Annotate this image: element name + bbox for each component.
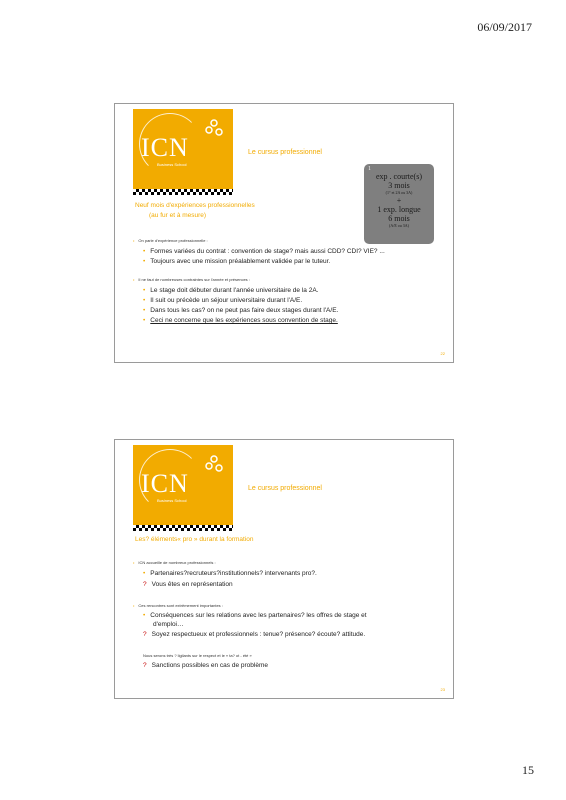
list-item: ? Soyez respectueux et professionnels : tenue? présence? écoute? attitude.: [143, 631, 366, 638]
bullet-heading-2: • Il ne faut de nombreuses contraintes sur l'année et présences :: [133, 277, 250, 282]
icn-logo: [133, 445, 233, 525]
checkered-band: [133, 189, 233, 195]
slide-title: Le cursus professionnel: [248, 485, 322, 492]
list-item: • Dans tous les cas? on ne peut pas faire deux stages durant l'A/E.: [143, 307, 339, 314]
slide-subtitle-line1: Neuf mois d'expériences professionnelles: [135, 202, 255, 209]
list-item: ? Vous êtes en représentation: [143, 581, 233, 588]
list-item: • Il suit ou précède un séjour universitaire durant l'A/E.: [143, 297, 303, 304]
callout-number: 1: [368, 166, 371, 172]
list-item: • Partenaires?recruteurs?institutionnels? intervenants pro?.: [143, 570, 317, 577]
bullet-heading-1: • ICN accueille de nombreux professionnels :: [133, 560, 216, 565]
logo-subtext: Business School: [157, 162, 187, 167]
logo-subtext: Business School: [157, 498, 187, 503]
page-date: 06/09/2017: [477, 20, 532, 34]
slide-number: 22: [440, 351, 445, 356]
callout-long-duration: 6 mois: [388, 214, 410, 223]
logo-text: ICN: [141, 469, 189, 498]
list-item: • Formes variées du contrat : convention de stage? mais aussi CDD? CDI? VIE? ...: [143, 248, 385, 255]
callout-long-note: (A/E ou 3A): [389, 223, 409, 228]
bullet-heading-2: • Ces rencontres sont extrêmement importantes :: [133, 603, 223, 608]
bullet-heading-3: Nous serons très ? ligilants sur le respect et le « ta? ot - été »: [143, 653, 252, 658]
list-item: • Conséquences sur les relations avec les partenaires? les offres de stage et: [143, 612, 367, 619]
logo-text: ICN: [141, 133, 189, 162]
callout-plus: +: [396, 196, 402, 205]
slide-2: [114, 439, 454, 699]
callout-short-duration: 3 mois: [388, 181, 410, 190]
gear-icon: [203, 453, 225, 475]
callout-short-exp: exp . courte(s): [376, 172, 422, 181]
slide-number: 23: [440, 687, 445, 692]
slide-subtitle-line2: (au fur et à mesure): [149, 212, 207, 219]
page-number: 15: [522, 763, 534, 777]
duration-callout: [364, 164, 434, 244]
callout-short-note: (1° et 2A ou 3A): [385, 190, 413, 195]
list-item: ? Sanctions possibles en cas de problème: [143, 662, 268, 669]
callout-long-exp: 1 exp. longue: [377, 205, 421, 214]
gear-icon: [203, 117, 225, 139]
slide-1: [114, 103, 454, 363]
bullet-heading-1: • On parle d'expérience professionnelle :: [133, 238, 208, 243]
checkered-band: [133, 525, 233, 531]
list-item: • Ceci ne concerne que les expériences sous convention de stage.: [143, 317, 338, 324]
icn-logo: [133, 109, 233, 189]
list-item: • Le stage doit débuter durant l'année universitaire de la 2A.: [143, 287, 319, 294]
slide-title: Le cursus professionnel: [248, 149, 322, 156]
list-item-continuation: d'emploi…: [153, 621, 184, 628]
list-item: • Toujours avec une mission préalablement validée par le tuteur.: [143, 258, 331, 265]
slide-subtitle: Les? éléments« pro » durant la formation: [135, 536, 254, 543]
